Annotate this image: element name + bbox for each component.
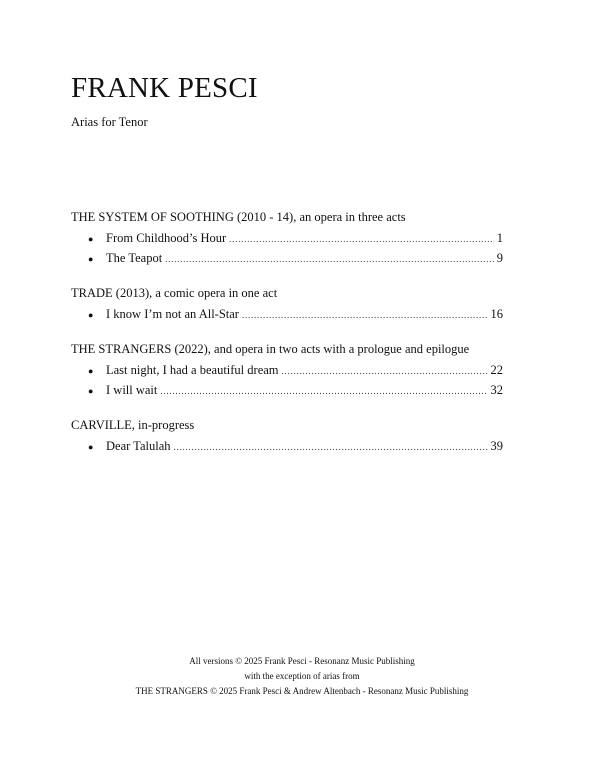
entry-title: I will wait bbox=[106, 383, 158, 397]
bullet-icon: ● bbox=[88, 442, 94, 452]
document-title: FRANK PESCI bbox=[71, 72, 258, 104]
toc-entry[interactable] bbox=[71, 438, 503, 455]
entry-page-number: 39 bbox=[490, 439, 503, 453]
toc-entry[interactable] bbox=[71, 306, 503, 323]
toc-entry[interactable] bbox=[71, 362, 503, 379]
toc-section-system-of-soothing bbox=[71, 210, 503, 267]
dot-leader bbox=[282, 363, 488, 380]
entry-page-number: 22 bbox=[490, 363, 503, 377]
footer-line: THE STRANGERS © 2025 Frank Pesci & Andrew Altenbach - Resonanz Music Publishing bbox=[135, 686, 469, 696]
footer-line: All versions © 2025 Frank Pesci - Resonanz Music Publishing bbox=[189, 656, 415, 666]
dot-leader bbox=[160, 383, 487, 400]
section-heading: THE SYSTEM OF SOOTHING (2010 - 14), an opera in three acts bbox=[71, 210, 406, 224]
entry-title: Last night, I had a beautiful dream bbox=[106, 363, 279, 377]
dot-leader bbox=[174, 439, 488, 456]
bullet-icon: ● bbox=[88, 310, 94, 320]
toc-section-the-strangers bbox=[71, 342, 503, 399]
entry-title: The Teapot bbox=[106, 251, 163, 265]
section-heading: CARVILLE, in-progress bbox=[71, 418, 195, 432]
dot-leader bbox=[242, 307, 488, 324]
toc-entry[interactable] bbox=[71, 230, 503, 247]
dot-leader bbox=[229, 231, 494, 248]
entry-title: Dear Talulah bbox=[106, 439, 171, 453]
entry-page-number: 32 bbox=[490, 383, 503, 397]
document-subtitle: Arias for Tenor bbox=[71, 115, 148, 129]
entry-title: I know I’m not an All-Star bbox=[106, 307, 239, 321]
bullet-icon: ● bbox=[88, 386, 94, 396]
section-heading: THE STRANGERS (2022), and opera in two acts with a prologue and epilogue bbox=[71, 342, 470, 356]
toc-section-trade bbox=[71, 286, 503, 323]
copyright-footer bbox=[0, 654, 604, 699]
toc-entry[interactable] bbox=[71, 382, 503, 399]
bullet-icon: ● bbox=[88, 254, 94, 264]
entry-page-number: 1 bbox=[496, 231, 503, 245]
footer-line: with the exception of arias from bbox=[244, 671, 360, 681]
toc-entry[interactable] bbox=[71, 250, 503, 267]
bullet-icon: ● bbox=[88, 234, 94, 244]
entry-title: From Childhood’s Hour bbox=[106, 231, 227, 245]
bullet-icon: ● bbox=[88, 366, 94, 376]
table-of-contents bbox=[71, 210, 503, 474]
toc-section-carville bbox=[71, 418, 503, 455]
dot-leader bbox=[165, 251, 494, 268]
entry-page-number: 9 bbox=[496, 251, 503, 265]
entry-page-number: 16 bbox=[490, 307, 503, 321]
section-heading: TRADE (2013), a comic opera in one act bbox=[71, 286, 278, 300]
